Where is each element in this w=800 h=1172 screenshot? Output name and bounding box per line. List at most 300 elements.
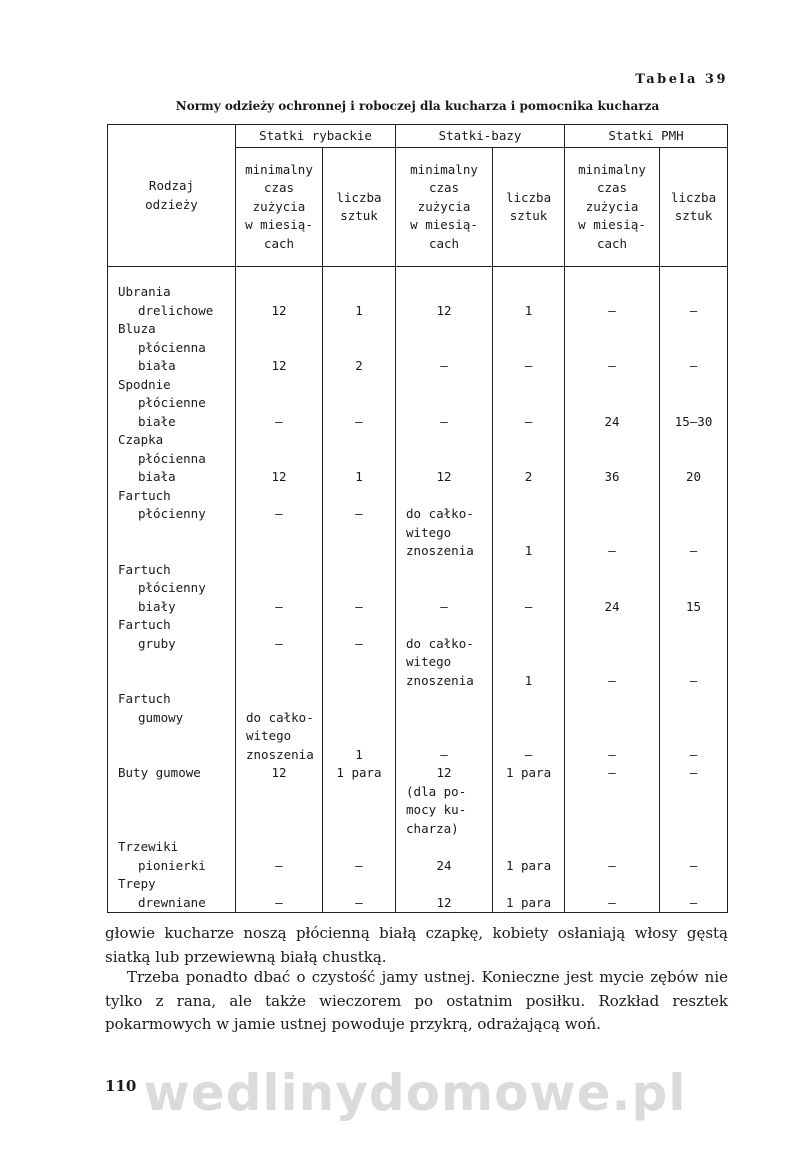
value-line: 1 bbox=[524, 543, 533, 558]
value-line: — bbox=[275, 635, 283, 651]
header-group-pmh: Statki PMH bbox=[565, 125, 728, 148]
value-cell bbox=[660, 764, 728, 783]
value-cell bbox=[396, 616, 493, 690]
value-line: 20 bbox=[686, 469, 702, 484]
value-cell bbox=[565, 561, 660, 617]
value-line bbox=[493, 616, 564, 635]
value-line bbox=[236, 579, 322, 598]
value-line bbox=[236, 690, 322, 709]
table-row bbox=[108, 561, 728, 617]
value-line bbox=[396, 450, 492, 469]
clothing-norms-table bbox=[107, 124, 728, 913]
header-line: liczba bbox=[670, 189, 717, 205]
value-line bbox=[493, 376, 564, 395]
value-line bbox=[565, 820, 659, 839]
value-line: — bbox=[275, 894, 283, 910]
table-row bbox=[108, 376, 728, 432]
value-line: 12 bbox=[271, 302, 287, 318]
value-line bbox=[660, 450, 727, 469]
value-line: witego bbox=[406, 654, 452, 669]
value-line bbox=[565, 505, 659, 524]
clothing-name-line bbox=[118, 727, 235, 746]
table-row bbox=[108, 616, 728, 690]
value-line bbox=[236, 450, 322, 469]
header-group-base-ships: Statki-bazy bbox=[396, 125, 565, 148]
value-line bbox=[660, 579, 727, 598]
value-line bbox=[565, 875, 659, 894]
clothing-name-line: drewniane bbox=[138, 894, 206, 910]
value-line bbox=[493, 875, 564, 894]
value-cell bbox=[396, 283, 493, 320]
value-line: 12 bbox=[436, 469, 452, 484]
value-line bbox=[236, 561, 322, 580]
value-line bbox=[236, 653, 322, 672]
value-cell bbox=[565, 783, 660, 876]
header-min-time bbox=[396, 148, 493, 267]
clothing-name-cell bbox=[108, 690, 236, 764]
value-line: 12 bbox=[436, 894, 452, 910]
value-line: — bbox=[689, 894, 698, 910]
value-line bbox=[660, 487, 727, 506]
value-line bbox=[396, 875, 492, 894]
value-line bbox=[660, 339, 727, 358]
value-line bbox=[396, 561, 492, 580]
table-row bbox=[108, 764, 728, 783]
value-line: — bbox=[689, 765, 698, 780]
value-line bbox=[323, 450, 395, 469]
value-line bbox=[493, 524, 564, 543]
value-cell bbox=[565, 431, 660, 487]
value-line: 1 bbox=[355, 302, 363, 318]
header-line: zużycia bbox=[252, 198, 306, 214]
value-line bbox=[660, 561, 727, 580]
value-line: 36 bbox=[604, 469, 620, 484]
value-cell bbox=[565, 616, 660, 690]
header-line: sztuk bbox=[674, 208, 713, 223]
value-cell bbox=[236, 320, 323, 376]
value-cell bbox=[660, 783, 728, 876]
value-cell bbox=[323, 320, 396, 376]
value-line: 1 para bbox=[505, 857, 552, 873]
header-clothing-type bbox=[108, 125, 236, 267]
value-cell bbox=[660, 875, 728, 913]
value-line: 1 bbox=[524, 672, 533, 688]
value-line bbox=[565, 616, 659, 635]
value-line: 24 bbox=[604, 413, 620, 429]
table-row bbox=[108, 431, 728, 487]
value-line bbox=[396, 727, 492, 746]
value-line: 2 bbox=[524, 469, 533, 484]
value-line: (dla po- bbox=[406, 783, 467, 799]
value-cell bbox=[660, 561, 728, 617]
value-cell bbox=[396, 431, 493, 487]
value-line: — bbox=[440, 413, 448, 429]
value-cell bbox=[493, 616, 565, 690]
value-line bbox=[565, 783, 659, 802]
value-line bbox=[565, 635, 659, 654]
value-line bbox=[493, 561, 564, 580]
value-line bbox=[493, 727, 564, 746]
value-line: witego bbox=[246, 728, 292, 743]
clothing-name-cell bbox=[108, 561, 236, 617]
header-line: w miesią- bbox=[245, 217, 313, 233]
value-line: 24 bbox=[604, 598, 620, 614]
value-line bbox=[323, 394, 395, 413]
clothing-name-line: Fartuch bbox=[118, 691, 171, 706]
value-line bbox=[236, 524, 322, 543]
clothing-name-line: biała bbox=[138, 358, 176, 373]
value-line bbox=[493, 801, 564, 820]
value-line bbox=[236, 616, 322, 635]
value-line: do całko- bbox=[246, 709, 314, 725]
value-line bbox=[236, 783, 322, 802]
clothing-name-line: Fartuch bbox=[118, 561, 171, 577]
value-line: — bbox=[275, 413, 283, 429]
clothing-name-cell bbox=[108, 431, 236, 487]
header-line: liczba bbox=[336, 189, 382, 205]
value-line bbox=[660, 431, 727, 450]
value-line bbox=[493, 431, 564, 450]
value-line bbox=[660, 394, 727, 413]
value-line: — bbox=[524, 746, 533, 762]
value-line bbox=[236, 283, 322, 302]
value-line: 1 bbox=[355, 469, 363, 484]
value-line bbox=[323, 339, 395, 358]
header-line: zużycia bbox=[417, 198, 471, 214]
value-line bbox=[565, 690, 659, 709]
header-line: sztuk bbox=[509, 208, 548, 223]
value-cell bbox=[493, 487, 565, 561]
value-line bbox=[660, 283, 727, 302]
value-line bbox=[396, 320, 492, 339]
value-line: — bbox=[608, 543, 616, 558]
value-line: 15—30 bbox=[674, 413, 713, 429]
value-cell bbox=[396, 875, 493, 913]
value-cell bbox=[565, 376, 660, 432]
value-cell bbox=[565, 283, 660, 320]
value-line bbox=[493, 838, 564, 857]
clothing-name-line: białe bbox=[138, 413, 176, 429]
value-cell bbox=[660, 376, 728, 432]
body-paragraph: głowie kucharze noszą płócienną białą czapkę, kobiety osłaniają włosy gęstą siatką lub przewiewną białą chustką. bbox=[105, 924, 728, 966]
clothing-name-line bbox=[118, 746, 235, 765]
clothing-name-line: gruby bbox=[138, 635, 176, 651]
value-line bbox=[396, 838, 492, 857]
value-cell bbox=[493, 764, 565, 783]
clothing-name-line: Spodnie bbox=[118, 376, 171, 392]
header-group-fishing: Statki rybackie bbox=[236, 125, 396, 148]
value-line bbox=[236, 820, 322, 839]
value-line: — bbox=[608, 746, 616, 762]
value-line bbox=[236, 875, 322, 894]
value-line: — bbox=[275, 598, 283, 614]
value-line bbox=[396, 394, 492, 413]
table-row bbox=[108, 875, 728, 913]
value-line: — bbox=[275, 506, 283, 521]
value-line: — bbox=[524, 358, 533, 373]
value-cell bbox=[236, 376, 323, 432]
clothing-name-line: płócienny bbox=[138, 580, 206, 595]
clothing-name-line: Fartuch bbox=[118, 617, 171, 632]
value-line bbox=[565, 709, 659, 728]
value-line bbox=[493, 690, 564, 709]
value-line bbox=[236, 320, 322, 339]
value-cell bbox=[323, 875, 396, 913]
value-line bbox=[323, 838, 395, 857]
value-line bbox=[660, 709, 727, 728]
value-line bbox=[236, 542, 322, 561]
value-cell bbox=[660, 487, 728, 561]
value-cell bbox=[236, 616, 323, 690]
value-line: — bbox=[355, 598, 363, 614]
value-line: znoszenia bbox=[406, 543, 474, 558]
clothing-name-line: Czapka bbox=[118, 432, 164, 447]
value-line: mocy ku- bbox=[406, 802, 467, 817]
value-line bbox=[323, 875, 395, 894]
value-line bbox=[396, 376, 492, 395]
value-line: — bbox=[440, 358, 448, 373]
value-line: 12 bbox=[436, 765, 452, 780]
clothing-name-line: biała bbox=[138, 469, 176, 484]
table-number: Tabela 39 bbox=[635, 72, 728, 87]
value-line bbox=[396, 616, 492, 635]
value-line bbox=[660, 838, 727, 857]
value-line bbox=[660, 801, 727, 820]
value-line bbox=[660, 524, 727, 543]
value-line bbox=[323, 524, 395, 543]
clothing-name-cell bbox=[108, 320, 236, 376]
value-line bbox=[396, 690, 492, 709]
value-cell bbox=[493, 690, 565, 764]
value-line bbox=[565, 339, 659, 358]
value-line bbox=[565, 524, 659, 543]
value-cell bbox=[396, 487, 493, 561]
value-line bbox=[493, 579, 564, 598]
value-line: — bbox=[689, 302, 698, 318]
value-line bbox=[323, 709, 395, 728]
value-cell bbox=[323, 283, 396, 320]
value-line: — bbox=[355, 635, 363, 651]
value-line bbox=[660, 505, 727, 524]
value-line: znoszenia bbox=[246, 746, 314, 762]
value-cell bbox=[493, 561, 565, 617]
page-number: 110 bbox=[105, 1077, 137, 1095]
value-line: — bbox=[689, 746, 698, 762]
value-cell bbox=[660, 690, 728, 764]
value-line: witego bbox=[406, 524, 452, 540]
value-line bbox=[323, 487, 395, 506]
clothing-name-line: płócienne bbox=[138, 395, 206, 410]
value-line: 12 bbox=[271, 358, 287, 373]
value-line bbox=[493, 394, 564, 413]
value-line bbox=[323, 320, 395, 339]
value-line bbox=[396, 579, 492, 598]
value-cell bbox=[565, 764, 660, 783]
value-cell bbox=[396, 320, 493, 376]
value-line bbox=[323, 616, 395, 635]
clothing-name-cell bbox=[108, 487, 236, 561]
value-line bbox=[493, 320, 564, 339]
value-line bbox=[323, 653, 395, 672]
value-line: 2 bbox=[355, 358, 363, 373]
value-line: — bbox=[524, 598, 533, 614]
header-line: cach bbox=[263, 235, 295, 251]
value-line bbox=[236, 838, 322, 857]
value-line bbox=[565, 431, 659, 450]
table-row bbox=[108, 487, 728, 561]
value-line bbox=[323, 672, 395, 691]
value-line bbox=[236, 801, 322, 820]
value-cell bbox=[493, 783, 565, 876]
value-cell bbox=[236, 283, 323, 320]
value-line: — bbox=[608, 894, 616, 910]
value-line bbox=[660, 727, 727, 746]
value-line bbox=[236, 487, 322, 506]
header-line: minimalny bbox=[410, 161, 478, 177]
clothing-name-line: pionierki bbox=[138, 857, 206, 873]
clothing-name-line: Ubrania bbox=[118, 284, 171, 299]
value-cell bbox=[493, 320, 565, 376]
value-line bbox=[323, 783, 395, 802]
value-line bbox=[323, 690, 395, 709]
value-line: charza) bbox=[406, 820, 459, 836]
value-cell bbox=[396, 561, 493, 617]
value-line bbox=[565, 838, 659, 857]
value-line: — bbox=[355, 506, 363, 521]
clothing-name-line bbox=[118, 801, 235, 820]
value-line: 15 bbox=[686, 598, 702, 614]
value-line bbox=[236, 376, 322, 395]
value-line: 1 para bbox=[505, 894, 552, 910]
value-line bbox=[565, 487, 659, 506]
value-line: — bbox=[689, 358, 698, 373]
header-line: liczba bbox=[505, 189, 552, 205]
table-row bbox=[108, 283, 728, 320]
value-line: — bbox=[608, 857, 616, 873]
value-line: 12 bbox=[436, 302, 452, 318]
value-cell bbox=[493, 875, 565, 913]
clothing-name-line bbox=[118, 672, 235, 691]
value-line: znoszenia bbox=[406, 672, 474, 688]
value-cell bbox=[660, 431, 728, 487]
value-line bbox=[565, 376, 659, 395]
header-line: minimalny bbox=[245, 161, 313, 177]
value-line: — bbox=[689, 543, 698, 558]
clothing-name-line: Bluza bbox=[118, 321, 156, 336]
value-line: 1 bbox=[355, 746, 363, 762]
value-line bbox=[493, 709, 564, 728]
value-line: — bbox=[440, 746, 448, 762]
value-line bbox=[660, 320, 727, 339]
value-cell bbox=[323, 616, 396, 690]
value-line bbox=[660, 783, 727, 802]
value-line bbox=[565, 394, 659, 413]
clothing-name-line: Fartuch bbox=[118, 487, 171, 503]
value-cell bbox=[323, 783, 396, 876]
header-count bbox=[493, 148, 565, 267]
table-row bbox=[108, 690, 728, 764]
table-row bbox=[108, 320, 728, 376]
value-line bbox=[323, 579, 395, 598]
value-cell bbox=[323, 376, 396, 432]
clothing-name-cell bbox=[108, 376, 236, 432]
header-line: w miesią- bbox=[578, 217, 646, 233]
value-line bbox=[565, 283, 659, 302]
header-line: minimalny bbox=[578, 161, 646, 177]
value-line bbox=[660, 616, 727, 635]
value-cell bbox=[236, 783, 323, 876]
header-line: cach bbox=[428, 235, 460, 251]
value-line bbox=[493, 653, 564, 672]
value-line bbox=[565, 320, 659, 339]
value-line: — bbox=[689, 857, 698, 873]
value-line bbox=[660, 376, 727, 395]
value-line bbox=[323, 376, 395, 395]
value-cell bbox=[396, 376, 493, 432]
value-line: — bbox=[524, 413, 533, 429]
value-line bbox=[660, 820, 727, 839]
value-line bbox=[396, 283, 492, 302]
value-cell bbox=[323, 431, 396, 487]
value-cell bbox=[236, 764, 323, 783]
value-line: — bbox=[275, 857, 283, 873]
value-line: — bbox=[608, 358, 616, 373]
value-cell bbox=[660, 616, 728, 690]
header-line: czas bbox=[263, 180, 295, 196]
value-cell bbox=[236, 487, 323, 561]
value-line bbox=[493, 450, 564, 469]
value-line: do całko- bbox=[406, 506, 474, 521]
value-line bbox=[323, 542, 395, 561]
header-count bbox=[660, 148, 728, 267]
value-cell bbox=[323, 487, 396, 561]
value-line bbox=[565, 727, 659, 746]
value-cell bbox=[493, 431, 565, 487]
value-line bbox=[660, 635, 727, 654]
value-line bbox=[660, 690, 727, 709]
value-line bbox=[323, 561, 395, 580]
value-cell bbox=[565, 487, 660, 561]
value-cell bbox=[396, 764, 493, 783]
value-line: 24 bbox=[436, 857, 452, 873]
value-cell bbox=[493, 376, 565, 432]
clothing-name-line: drelichowe bbox=[138, 302, 214, 318]
value-line bbox=[565, 561, 659, 580]
header-line: odzieży bbox=[145, 196, 198, 212]
value-line bbox=[396, 709, 492, 728]
value-cell bbox=[565, 690, 660, 764]
value-cell bbox=[236, 431, 323, 487]
value-line bbox=[565, 579, 659, 598]
value-line: — bbox=[608, 765, 616, 780]
value-line bbox=[493, 283, 564, 302]
value-line bbox=[323, 820, 395, 839]
clothing-name-line: płócienna bbox=[138, 339, 206, 355]
value-line bbox=[493, 505, 564, 524]
value-line bbox=[493, 820, 564, 839]
clothing-name-line bbox=[118, 820, 235, 839]
value-line bbox=[323, 283, 395, 302]
header-group-row bbox=[108, 125, 728, 148]
value-line: — bbox=[440, 598, 448, 614]
header-count bbox=[323, 148, 396, 267]
value-line bbox=[493, 339, 564, 358]
value-line: 1 para bbox=[336, 765, 382, 780]
clothing-name-line: Trzewiki bbox=[118, 839, 179, 854]
table-title: Normy odzieży ochronnej i roboczej dla kucharza i pomocnika kucharza bbox=[175, 99, 660, 113]
header-line: Rodzaj bbox=[148, 178, 195, 193]
clothing-name-line: gumowy bbox=[138, 709, 184, 725]
